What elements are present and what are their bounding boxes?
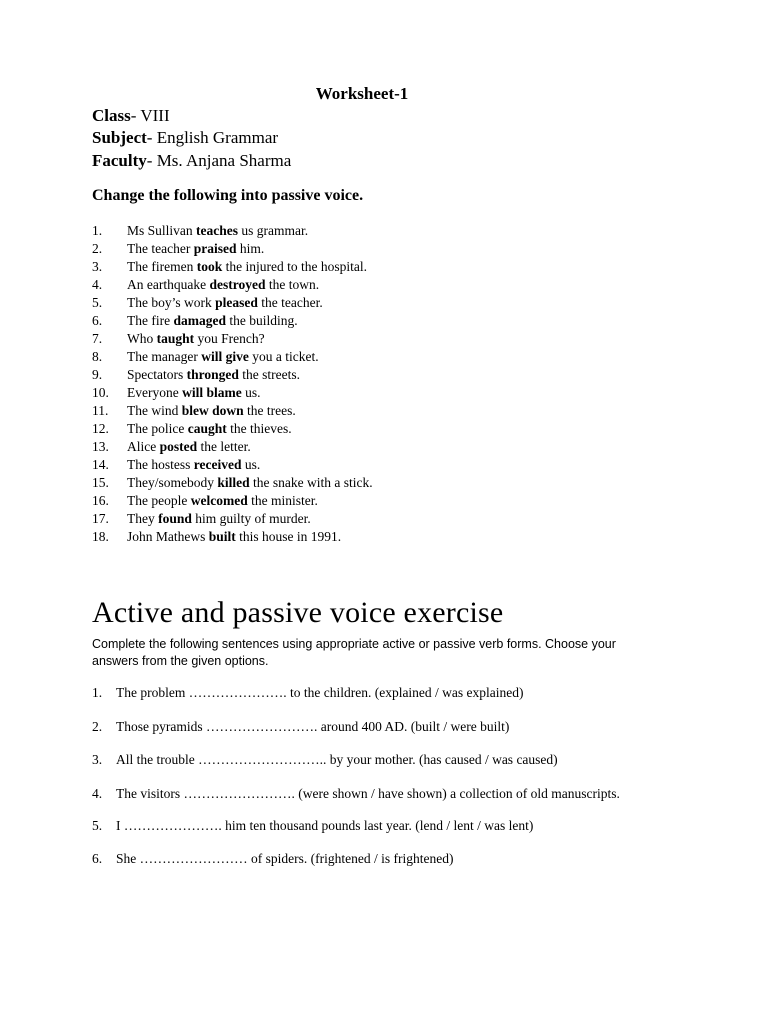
sentence-text-post: the thieves. (226, 421, 292, 436)
passive-voice-sentence-list (92, 222, 373, 546)
exercise-item (92, 751, 652, 769)
sentence-item (92, 348, 373, 366)
sentence-text-pre: Alice (127, 439, 160, 454)
exercise-text: The visitors ……………………. (were shown / have shown) a collection of old manuscripts. (116, 785, 620, 801)
exercise-number: 3. (92, 752, 103, 767)
sentence-text-pre: They (127, 511, 159, 526)
sentence-text-post: the snake with a stick. (249, 475, 373, 490)
sentence-item (92, 222, 373, 240)
sentence-verb: found (158, 511, 192, 526)
sentence-text-post: the teacher. (257, 295, 323, 310)
sentence-verb: received (193, 457, 242, 472)
sentence-item (92, 402, 373, 420)
sentence-item (92, 492, 373, 510)
exercise-text: She …………………… of spiders. (frightened / is frightened) (116, 851, 454, 866)
sentence-text-post: the minister. (247, 493, 318, 508)
sentence-text-pre: The people (127, 493, 191, 508)
sentence-number: 18. (92, 529, 109, 544)
sentence-text-pre: The firemen (127, 259, 197, 274)
sentence-text-pre: The manager (127, 349, 202, 364)
sentence-text-pre: The boy’s work (127, 295, 216, 310)
exercise-text: Those pyramids ……………………. around 400 AD. (built / were built) (116, 718, 510, 734)
sentence-number: 16. (92, 493, 109, 508)
sentence-verb: blew down (181, 403, 244, 418)
sentence-item (92, 384, 373, 402)
sentence-verb: will blame (182, 385, 242, 400)
sentence-number: 9. (92, 367, 103, 382)
sentence-text-post: you French? (194, 331, 265, 346)
sentence-item (92, 312, 373, 330)
sentence-number: 2. (92, 241, 103, 256)
sentence-item (92, 294, 373, 312)
sentence-text-post: him. (236, 241, 265, 256)
sentence-verb: killed (217, 475, 250, 490)
worksheet-title: Worksheet-1 (315, 84, 409, 103)
sentence-number: 12. (92, 421, 109, 436)
sentence-number: 4. (92, 277, 103, 292)
exercise-text: I …………………. him ten thousand pounds last year. (lend / lent / was lent) (116, 817, 534, 833)
sentence-text-pre: John Mathews (127, 529, 209, 544)
sentence-verb: posted (159, 439, 198, 454)
sentence-verb: destroyed (209, 277, 266, 292)
sentence-text-pre: Who (127, 331, 157, 346)
sentence-verb: pleased (215, 295, 258, 310)
sentence-verb: thronged (186, 367, 239, 382)
sentence-text-pre: The fire (127, 313, 174, 328)
exercise-number: 1. (92, 685, 103, 700)
exercise-item (92, 718, 652, 736)
sentence-text-post: you a ticket. (248, 349, 319, 364)
subject-value: - English Grammar (146, 128, 279, 147)
class-label: Class (92, 106, 131, 125)
sentence-text-post: the building. (226, 313, 298, 328)
sentence-text-post: us. (241, 457, 261, 472)
sentence-item (92, 456, 373, 474)
sentence-number: 10. (92, 385, 109, 400)
sentence-verb: will give (201, 349, 249, 364)
faculty-line (92, 151, 291, 171)
sentence-text-pre: The teacher (127, 241, 194, 256)
sentence-text-post: the town. (265, 277, 320, 292)
exercise-number: 5. (92, 817, 103, 833)
sentence-number: 5. (92, 295, 103, 310)
sentence-text-pre: An earthquake (127, 277, 210, 292)
subject-line (92, 128, 278, 148)
sentence-text-pre: Spectators (127, 367, 187, 382)
sentence-item (92, 258, 373, 276)
exercise-heading: Active and passive voice exercise (92, 596, 504, 629)
exercise-instruction: Complete the following sentences using appropriate active or passive verb forms. Choose your answers from the given options. (92, 637, 616, 668)
class-value: - VIII (130, 106, 170, 125)
sentence-text-pre: They/somebody (127, 475, 218, 490)
sentence-text-pre: The police (127, 421, 188, 436)
sentence-verb: taught (156, 331, 195, 346)
sentence-text-pre: The wind (127, 403, 182, 418)
sentence-text-post: him guilty of murder. (191, 511, 311, 526)
sentence-verb: damaged (173, 313, 226, 328)
sentence-number: 8. (92, 349, 103, 364)
sentence-number: 17. (92, 511, 109, 526)
subject-label: Subject (92, 128, 147, 147)
sentence-item (92, 276, 373, 294)
sentence-text-pre: Everyone (127, 385, 183, 400)
sentence-verb: built (208, 529, 236, 544)
sentence-number: 15. (92, 475, 109, 490)
sentence-text-post: the injured to the hospital. (222, 259, 367, 274)
sentence-item (92, 438, 373, 456)
passive-voice-instruction: Change the following into passive voice. (92, 187, 364, 204)
sentence-text-post: us grammar. (238, 223, 309, 238)
sentence-item (92, 474, 373, 492)
sentence-verb: welcomed (190, 493, 248, 508)
sentence-verb: took (196, 259, 223, 274)
sentence-number: 11. (92, 403, 109, 418)
sentence-item (92, 330, 373, 348)
sentence-text-pre: The hostess (127, 457, 194, 472)
sentence-verb: teaches (196, 223, 238, 238)
sentence-verb: caught (187, 421, 227, 436)
sentence-number: 7. (92, 331, 103, 346)
exercise-number: 6. (92, 851, 103, 866)
sentence-verb: praised (193, 241, 237, 256)
sentence-text-post: the letter. (197, 439, 251, 454)
faculty-label: Faculty (92, 151, 147, 170)
class-line (92, 106, 170, 126)
sentence-text-post: this house in 1991. (235, 529, 342, 544)
sentence-number: 13. (92, 439, 109, 454)
exercise-item (92, 684, 652, 702)
faculty-value: - Ms. Anjana Sharma (146, 151, 292, 170)
exercise-number: 4. (92, 785, 103, 801)
exercise-text: The problem …………………. to the children. (explained / was explained) (116, 685, 524, 700)
sentence-text-pre: Ms Sullivan (127, 223, 197, 238)
sentence-number: 6. (92, 313, 103, 328)
sentence-text-post: us. (241, 385, 261, 400)
exercise-item (92, 785, 652, 803)
sentence-text-post: the trees. (243, 403, 296, 418)
exercise-item-list (92, 684, 652, 884)
sentence-item (92, 528, 373, 546)
exercise-number: 2. (92, 718, 103, 734)
exercise-text: All the trouble ……………………….. by your mother. (has caused / was caused) (116, 752, 558, 767)
sentence-number: 1. (92, 223, 103, 238)
exercise-item (92, 817, 652, 835)
sentence-item (92, 420, 373, 438)
sentence-text-post: the streets. (238, 367, 300, 382)
sentence-item (92, 240, 373, 258)
sentence-item (92, 510, 373, 528)
sentence-number: 3. (92, 259, 103, 274)
sentence-number: 14. (92, 457, 109, 472)
sentence-item (92, 366, 373, 384)
exercise-item (92, 850, 652, 868)
